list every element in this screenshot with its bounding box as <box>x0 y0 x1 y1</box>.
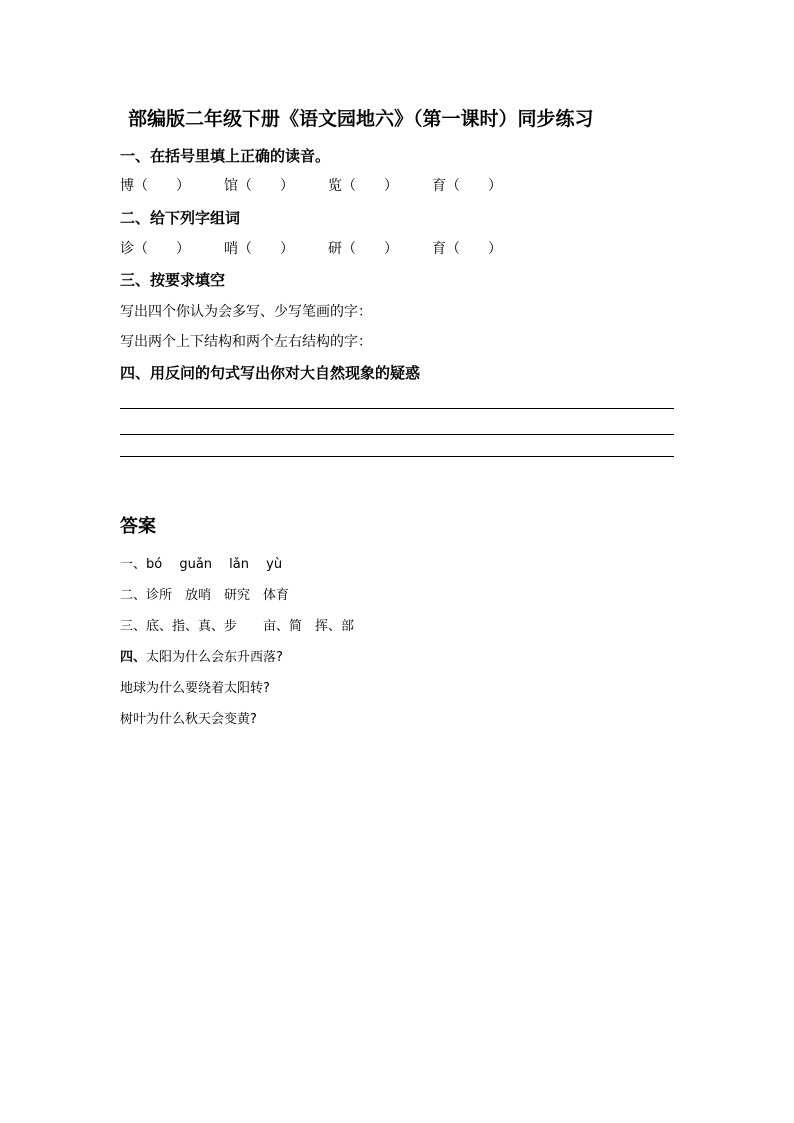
section-2-heading: 二、给下列字组词 <box>120 209 241 227</box>
answer-4-line-3: 树叶为什么秋天会变黄? <box>120 712 257 727</box>
answer-writing-line-2[interactable] <box>120 434 674 435</box>
pinyin-blank-guan[interactable]: 馆（ ） <box>224 178 294 194</box>
answer-1-prefix: 一、 <box>120 557 147 572</box>
answer-1 <box>120 553 282 572</box>
word-blank-yan[interactable]: 研（ ） <box>328 241 398 257</box>
section-3-prompt-1: 写出四个你认为会多写、少写笔画的字： <box>120 304 372 320</box>
answers-title: 答案 <box>120 516 156 537</box>
answer-writing-line-3[interactable] <box>120 456 674 457</box>
word-blank-zhen[interactable]: 诊（ ） <box>120 241 190 257</box>
answer-2-prefix: 二、 <box>120 588 147 603</box>
answer-3-prefix: 三、 <box>120 619 147 634</box>
answer-4-prefix: 四、 <box>120 650 147 665</box>
pinyin-blank-bo[interactable]: 博（ ） <box>120 178 190 194</box>
answer-4-line-1: 太阳为什么会东升西落? <box>146 650 283 665</box>
section-3-prompt-2: 写出两个上下结构和两个左右结构的字： <box>120 334 372 350</box>
answer-3-text: 底、指、真、步 亩、简 挥、部 <box>146 619 355 634</box>
section-1-heading: 一、在括号里填上正确的读音。 <box>120 147 331 165</box>
answer-4 <box>120 646 283 665</box>
answer-1-text: bó guǎn lǎn yù <box>146 557 283 572</box>
section-4-heading: 四、用反问的句式写出你对大自然现象的疑惑 <box>120 364 421 382</box>
pinyin-blank-yu[interactable]: 育（ ） <box>432 178 502 194</box>
answer-writing-line-1[interactable] <box>120 408 674 409</box>
word-blank-yu[interactable]: 育（ ） <box>432 241 502 257</box>
answer-2-text: 诊所 放哨 研究 体育 <box>146 588 290 603</box>
answer-3 <box>120 615 354 634</box>
answer-4-line-2: 地球为什么要绕着太阳转? <box>120 681 270 696</box>
pinyin-blank-lan[interactable]: 览（ ） <box>328 178 398 194</box>
section-3-heading: 三、按要求填空 <box>120 271 226 289</box>
answer-2 <box>120 584 289 603</box>
word-blank-shao[interactable]: 哨（ ） <box>224 241 294 257</box>
page-title: 部编版二年级下册《语文园地六》（第一课时）同步练习 <box>128 108 594 130</box>
